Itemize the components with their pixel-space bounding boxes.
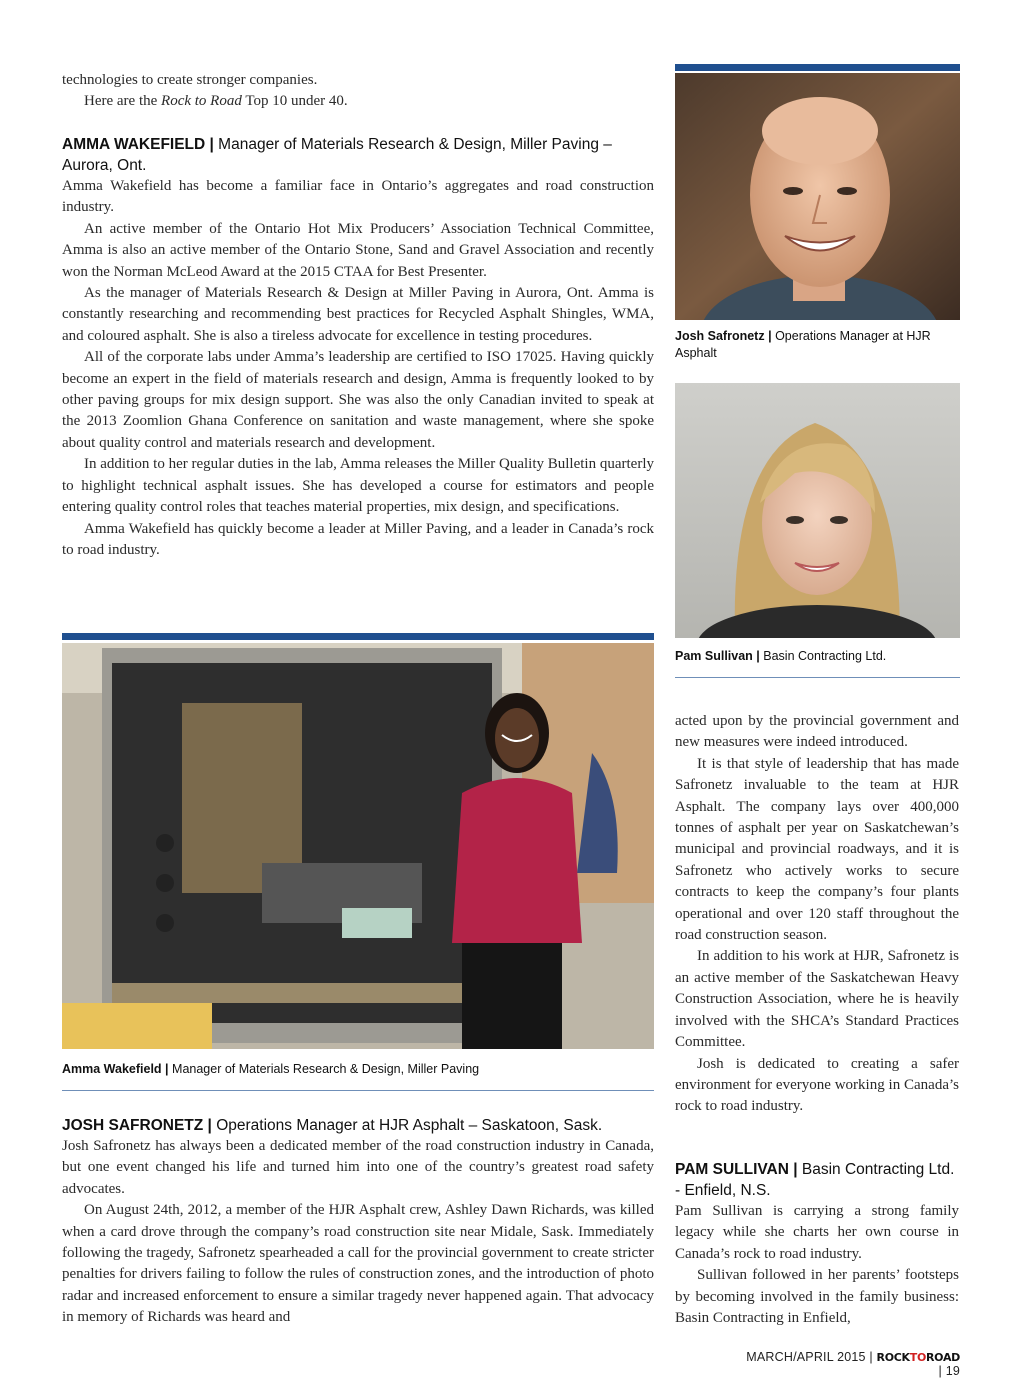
footer-separator: |: [869, 1350, 873, 1364]
amma-paragraph: Amma Wakefield has quickly become a leader at Miller Paving, and a leader in Canada’s rock to road industry.: [62, 520, 654, 558]
pam-heading: PAM SULLIVAN | Basin Contracting Ltd. - Enfield, N.S.: [675, 1161, 955, 1199]
amma-caption-rule: [62, 1090, 654, 1091]
josh-photo-bar: [675, 64, 960, 71]
amma-photo-bar: [62, 633, 654, 640]
josh-paragraph: Josh Safronetz has always been a dedicated member of the road construction industry in Canada, but one event changed his life and turned him into one of the country’s greatest road safety advocates.: [62, 1138, 654, 1197]
josh-continued-paragraph: It is that style of leadership that has made Safronetz invaluable to the team at HJR Asphalt. The company lays over 400,000 tonnes of asphalt per year on Saskatchewan’s municipal and provincial roadways, and it is Safronetz who actively works to secure contracts to keep the company’s four plants operational and over 120 staff throughout the road construction season.: [675, 755, 959, 944]
page-number: 19: [945, 1364, 960, 1378]
amma-paragraph: An active member of the Ontario Hot Mix Producers’ Association Technical Committee, Amma is also an active member of the Ontario Stone, Sand and Gravel Association and recently won the Norman McLeod Award at the 2015 CTAA for Best Presenter.: [62, 220, 654, 280]
josh-heading: JOSH SAFRONETZ | Operations Manager at HJR Asphalt – Saskatoon, Sask.: [62, 1117, 603, 1134]
pam-caption-rule: [675, 677, 960, 678]
intro-line-2: Here are the Rock to Road Top 10 under 40.: [84, 93, 348, 110]
page-footer: [740, 1350, 960, 1378]
brand-logo: ROCKTOROAD: [876, 1351, 960, 1364]
josh-continued: [675, 711, 959, 1118]
josh-continued-paragraph: In addition to his work at HJR, Safronetz is an active member of the Saskatchewan Heavy Construction Association, where he is heavily involved with the SHCA’s Standard Practices Committee.: [675, 948, 959, 1051]
amma-paragraph: Amma Wakefield has become a familiar face in Ontario’s aggregates and road construction industry.: [62, 178, 654, 216]
pam-caption: Pam Sullivan | Basin Contracting Ltd.: [675, 649, 887, 663]
josh-continued-paragraph: acted upon by the provincial government and new measures were indeed introduced.: [675, 713, 959, 751]
josh-photo: [675, 73, 960, 320]
amma-photo: [62, 643, 654, 1049]
intro-line: technologies to create stronger companies.: [62, 72, 318, 88]
amma-paragraph: In addition to her regular duties in the lab, Amma releases the Miller Quality Bulletin quarterly to highlight technical asphalt issues. She has developed a course for estimators and people entering quality control roles that teaches material properties, mix design, and specifications.: [62, 456, 654, 516]
pam-section: [675, 1159, 959, 1329]
footer-separator: |: [938, 1364, 942, 1378]
pam-paragraph: Pam Sullivan is carrying a strong family legacy while she charts her own course in Canada’s rock to road industry.: [675, 1203, 959, 1262]
amma-heading: AMMA WAKEFIELD | Manager of Materials Research & Design, Miller Paving – Aurora, Ont.: [62, 136, 612, 174]
amma-paragraph: As the manager of Materials Research & Design at Miller Paving in Aurora, Ont. Amma is constantly researching and recommending best practices for Recycled Asphalt Shingles, WMA, and coloured asphalt. She is also a tireless advocate for excellence in testing procedures.: [62, 285, 654, 344]
josh-continued-paragraph: Josh is dedicated to creating a safer environment for everyone working in Canada’s rock to road industry.: [675, 1055, 959, 1115]
pam-photo: [675, 383, 960, 638]
issue-date: MARCH/APRIL 2015: [746, 1350, 866, 1364]
amma-caption: Amma Wakefield | Manager of Materials Research & Design, Miller Paving: [62, 1062, 480, 1076]
josh-caption: Josh Safronetz | Operations Manager at HJR Asphalt: [675, 329, 931, 360]
josh-paragraph: On August 24th, 2012, a member of the HJR Asphalt crew, Ashley Dawn Richards, was killed when a card drove through the company’s road construction site near Midale, Sask. Immediately following the tragedy, Safronetz spearheaded a call for the provincial government to create stricter penalties for drivers failing to follow the rules of construction zones, and the introduction of photo radar and increased enforcement to ensure a similar tragedy never happened again. That advocacy in memory of Richards was heard and: [62, 1202, 654, 1326]
josh-section: [62, 1115, 654, 1329]
amma-section: [62, 134, 654, 561]
pam-paragraph: Sullivan followed in her parents’ footsteps by becoming involved in the family business: Basin Contracting in Enfield,: [675, 1267, 959, 1327]
amma-paragraph: All of the corporate labs under Amma’s leadership are certified to ISO 17025. Having quickly become an expert in the field of materials research and design, Amma is frequently looked to by other paving groups for mix design support. She was also the only Canadian invited to speak at the 2013 Zoomlion Ghana Conference on sanitation and waste management, where she spoke about quality control and materials research and development.: [62, 349, 654, 451]
